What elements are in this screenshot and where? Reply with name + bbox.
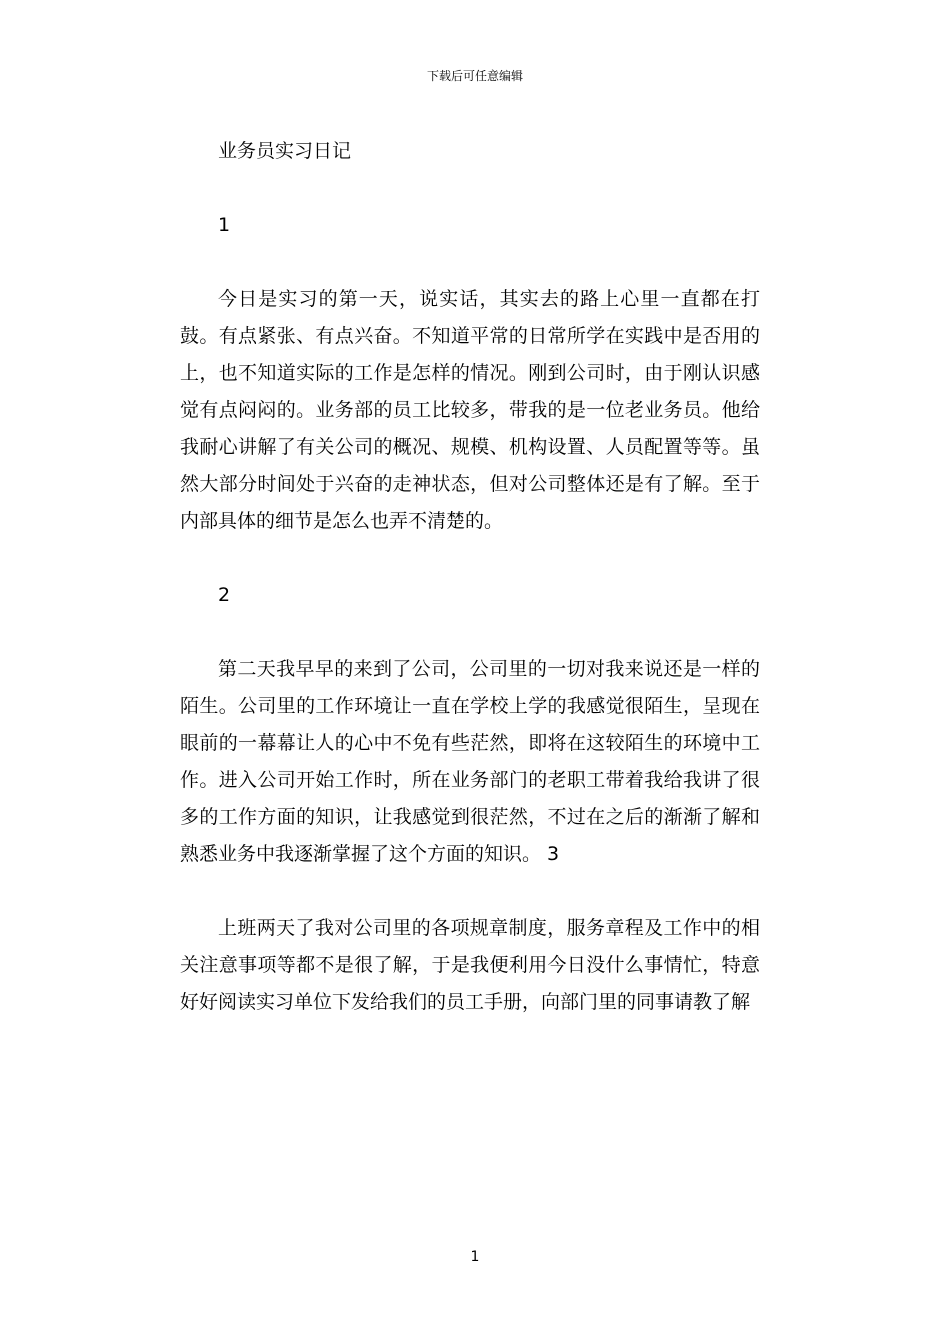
- page-number: 1: [470, 1249, 480, 1265]
- paragraph-3: 上班两天了我对公司里的各项规章制度，服务章程及工作中的相关注意事项等都不是很了解，于是我便利用今日没什么事情忙，特意好好阅读实习单位下发给我们的员工手册，向部门里的同事请教了解: [180, 917, 760, 1013]
- section-number-2: 2: [218, 584, 231, 606]
- page-header: 下载后可任意编辑: [426, 69, 523, 83]
- paragraph-1: 今日是实习的第一天，说实话，其实去的路上心里一直都在打鼓。有点紧张、有点兴奋。不知道平常的日常所学在实践中是否用的上，也不知道实际的工作是怎样的情况。刚到公司时，由于刚认识感觉有点闷闷的。业务部的员工比较多，带我的是一位老业务员。他给我耐心讲解了有关公司的概况、规模、机构设置、人员配置等等。虽然大部分时间处于兴奋的走神状态，但对公司整体还是有了解。至于内部具体的细节是怎么也弄不清楚的。: [180, 288, 760, 532]
- document-title: 业务员实习日记: [218, 140, 352, 162]
- section-number-1: 1: [218, 214, 231, 236]
- document-body: [180, 133, 760, 1021]
- paragraph-2: 第二天我早早的来到了公司，公司里的一切对我来说还是一样的陌生。公司里的工作环境让一直在学校上学的我感觉很陌生，呈现在眼前的一幕幕让人的心中不免有些茫然，即将在这较陌生的环境中工作。进入公司开始工作时，所在业务部门的老职工带着我给我讲了很多的工作方面的知识，让我感觉到很茫然，不过在之后的渐渐了解和熟悉业务中我逐渐掌握了这个方面的知识。 3: [180, 658, 760, 865]
